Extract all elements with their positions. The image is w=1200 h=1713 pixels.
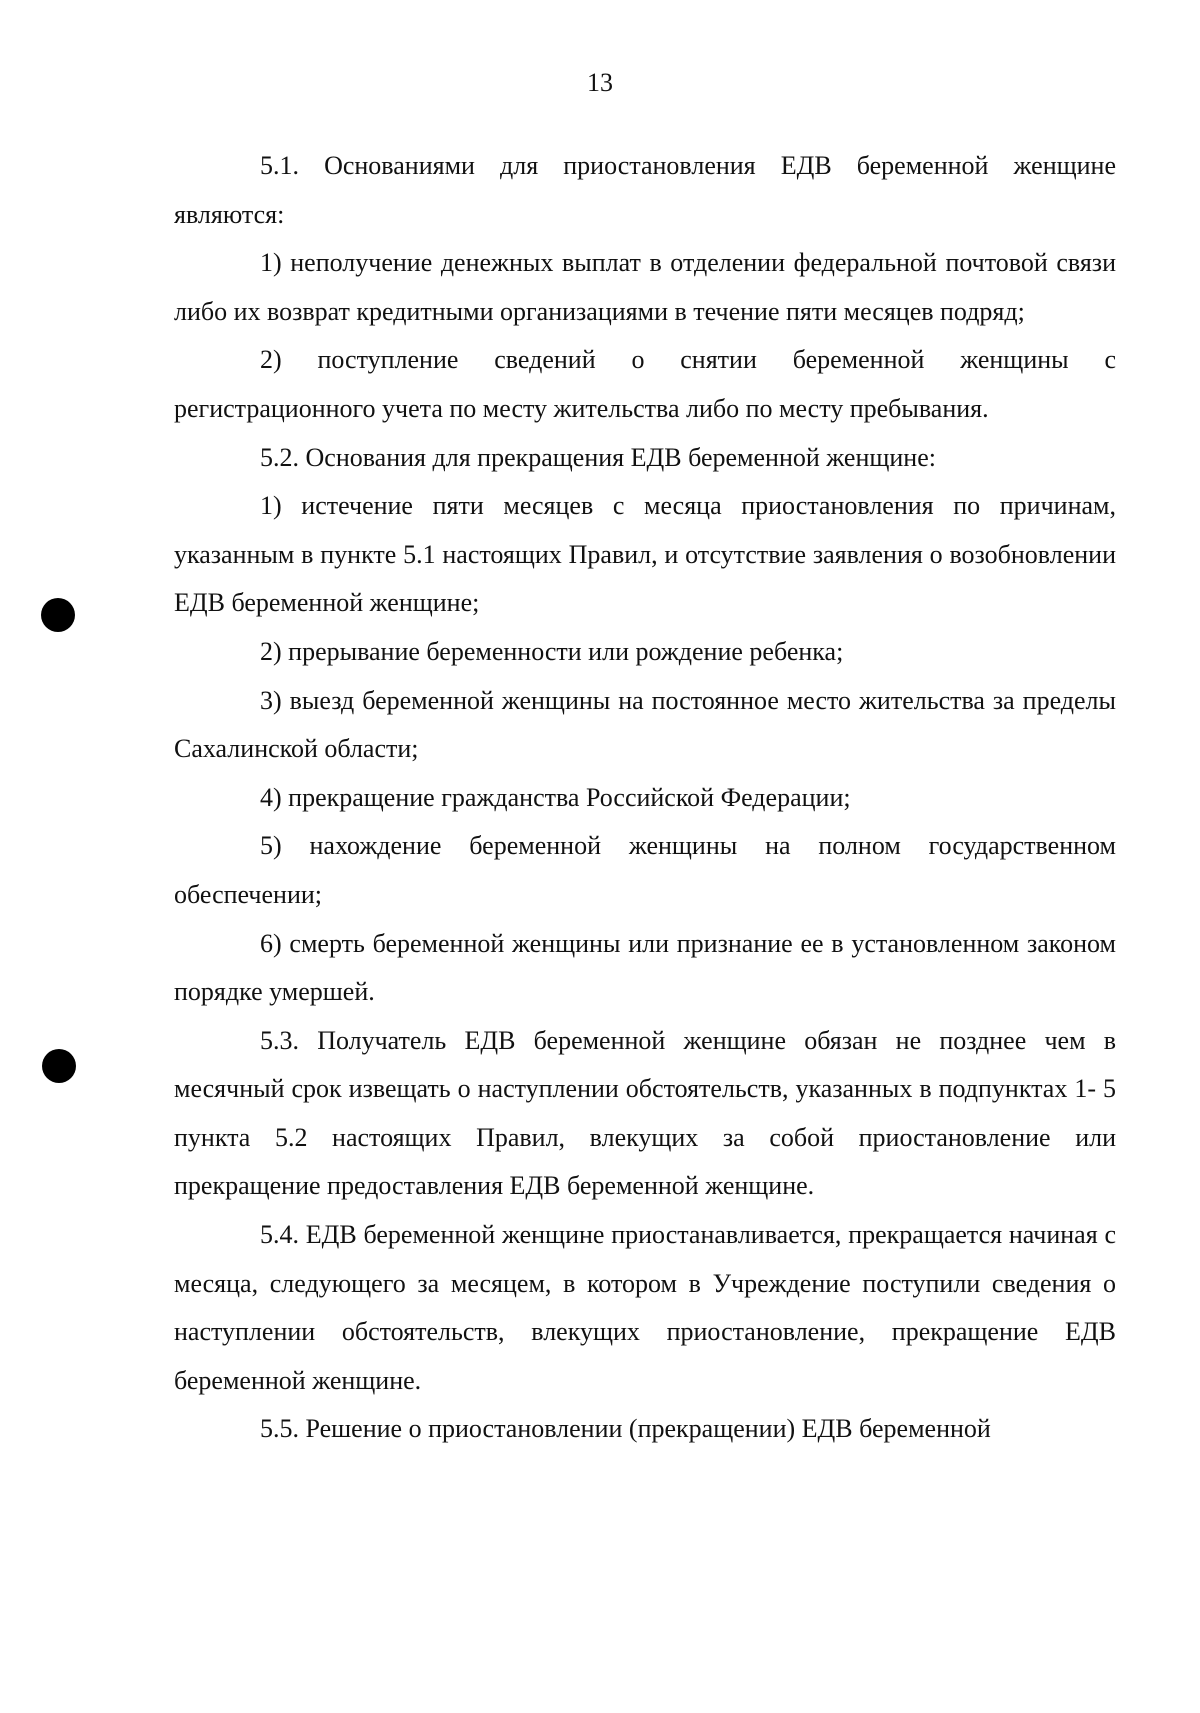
paragraph-5-1: 5.1. Основаниями для приостановления ЕДВ беременной женщине являются: — [174, 151, 1116, 229]
paragraph-5-1-item-1: 1) неполучение денежных выплат в отделении федеральной почтовой связи либо их возврат кредитными организациями в течение пяти месяцев подряд; — [174, 248, 1116, 326]
paragraph-5-2-item-3: 3) выезд беременной женщины на постоянное место жительства за пределы Сахалинской области; — [174, 685, 1116, 764]
paragraph-5-2-item-2: 2) прерывание беременности или рождение ребенка; — [260, 636, 844, 666]
paragraph-5-5: 5.5. Решение о приостановлении (прекращении) ЕДВ беременной — [260, 1414, 991, 1444]
paragraph-5-2: 5.2. Основания для прекращения ЕДВ беременной женщине: — [260, 442, 936, 472]
paragraph-5-4: 5.4. ЕДВ беременной женщине приостанавливается, прекращается начиная с месяца, следующего за месяцем, в котором в Учреждение поступили сведения о наступлении обстоятельств, влекущих приостановление, прекращение ЕДВ беременной женщине. — [174, 1220, 1116, 1395]
paragraph-5-2-item-1: 1) истечение пяти месяцев с месяца приостановления по причинам, указанным в пункте 5.1 настоящих Правил, и отсутствие заявления о возобновлении ЕДВ беременной женщине; — [174, 491, 1116, 618]
paragraph-5-2-item-4: 4) прекращение гражданства Российской Федерации; — [260, 782, 851, 812]
paragraph-5-3: 5.3. Получатель ЕДВ беременной женщине обязан не позднее чем в месячный срок извещать о наступлении обстоятельств, указанных в подпунктах 1- 5 пункта 5.2 настоящих Правил, влекущих за собой приостановление или прекращение предоставления ЕДВ беременной женщине. — [174, 1025, 1116, 1201]
punch-hole-mark — [41, 598, 75, 632]
paragraph-5-1-item-2: 2) поступление сведений о снятии беременной женщины с регистрационного учета по месту жительства либо по месту пребывания. — [174, 345, 1116, 423]
document-body — [174, 142, 1116, 1454]
paragraph-5-2-item-6: 6) смерть беременной женщины или признание ее в установленном законом порядке умершей. — [174, 928, 1116, 1007]
page-number: 13 — [587, 68, 613, 97]
paragraph-5-2-item-5: 5) нахождение беременной женщины на полном государственном обеспечении; — [174, 831, 1116, 909]
punch-hole-mark — [42, 1049, 76, 1083]
